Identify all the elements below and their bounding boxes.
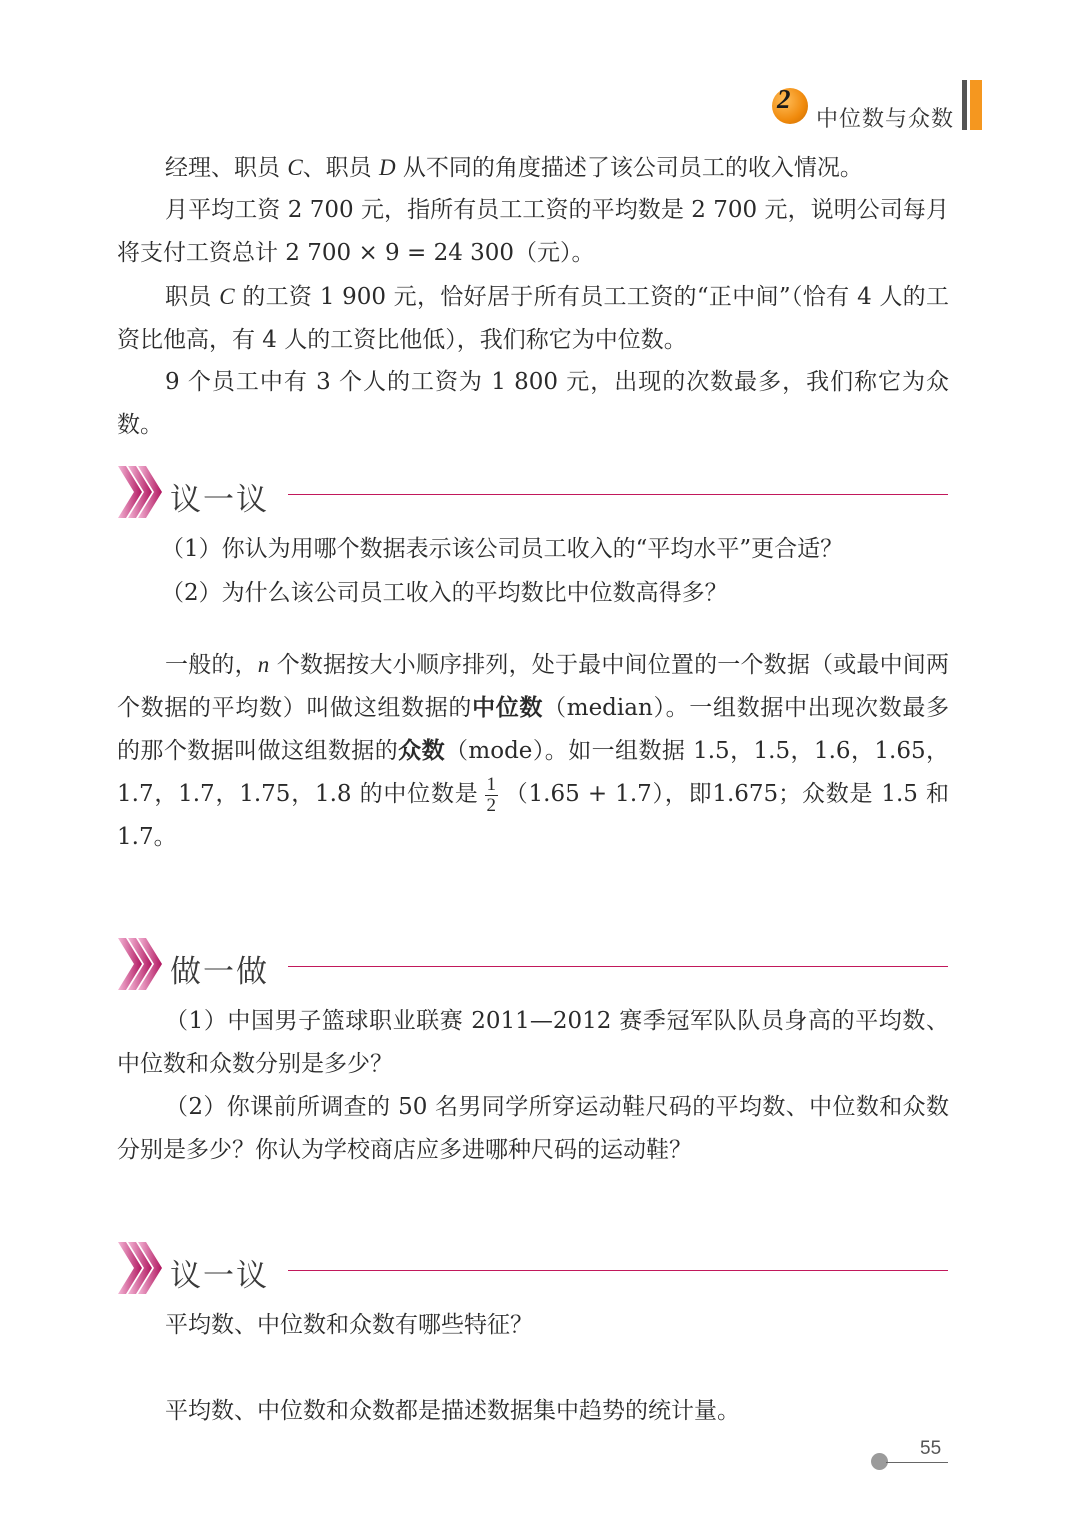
section-title-discuss-2: 议一议 [170, 1258, 269, 1294]
summary-statement: 平均数、中位数和众数都是描述数据集中趋势的统计量。 [165, 1398, 740, 1424]
do-question-1: （1）中国男子篮球职业联赛 2011—2012 赛季冠军队队员身高的平均数、中位数和众数分别是多少？ [117, 1008, 949, 1077]
section-divider-line [288, 1270, 948, 1271]
discuss-question-1: （1）你认为用哪个数据表示该公司员工收入的“平均水平”更合适？ [161, 536, 844, 562]
section-divider-line [288, 966, 948, 967]
section-divider-line [288, 494, 948, 495]
chevron-arrows-icon [116, 1238, 162, 1298]
intro-line-1: 经理、职员 C、职员 D 从不同的角度描述了该公司员工的收入情况。 [165, 155, 863, 181]
page-number-line [886, 1462, 948, 1463]
fraction-one-half: $\frac{1}{2}$ [486, 773, 496, 816]
do-question-2: （2）你课前所调查的 50 名男同学所穿运动鞋尺码的平均数、中位数和众数分别是多少？你认为学校商店应多进哪种尺码的运动鞋？ [117, 1094, 949, 1163]
section-title-discuss-1: 议一议 [170, 482, 269, 518]
discuss-question-features: 平均数、中位数和众数有哪些特征？ [165, 1312, 533, 1338]
mode-term: 众数 [398, 738, 445, 764]
median-term: 中位数 [472, 695, 544, 721]
discuss-question-2: （2）为什么该公司员工收入的平均数比中位数高得多？ [161, 580, 728, 606]
chapter-title: 中位数与众数 [816, 107, 955, 132]
intro-paragraph-average: 月平均工资 2 700 元，指所有员工工资的平均数是 2 700 元，说明公司每月将支付工资总计 2 700 × 9 = 24 300（元）。 [117, 197, 949, 266]
header-bar-orange [970, 80, 982, 130]
definition-paragraph: 一般的，n 个数据按大小顺序排列，处于最中间位置的一个数据（或最中间两个数据的平均数）叫做这组数据的中位数（median）。一组数据中出现次数最多的那个数据叫做这组数据的众数（mode）。如一组数据 1.5，1.5，1.6，1.65，1.7，1.7，1.75，1.8 的中位数是 $\frac{1}{2}$ （1.65 + 1.7），即1.675；众数是 1.5 和 1.7。 [117, 652, 950, 850]
header-bar-dark [962, 80, 967, 130]
page-number: 55 [920, 1438, 942, 1459]
intro-paragraph-mode: 9 个员工中有 3 个人的工资为 1 800 元，出现的次数最多，我们称它为众数。 [117, 369, 949, 438]
chevron-arrows-icon [116, 934, 162, 994]
chevron-arrows-icon [116, 462, 162, 522]
section-title-do: 做一做 [170, 954, 269, 990]
intro-paragraph-median: 职员 C 的工资 1 900 元，恰好居于所有员工工资的“正中间”（恰有 4 人的工资比他高，有 4 人的工资比他低），我们称它为中位数。 [117, 284, 949, 353]
chapter-number: 2 [777, 84, 791, 114]
